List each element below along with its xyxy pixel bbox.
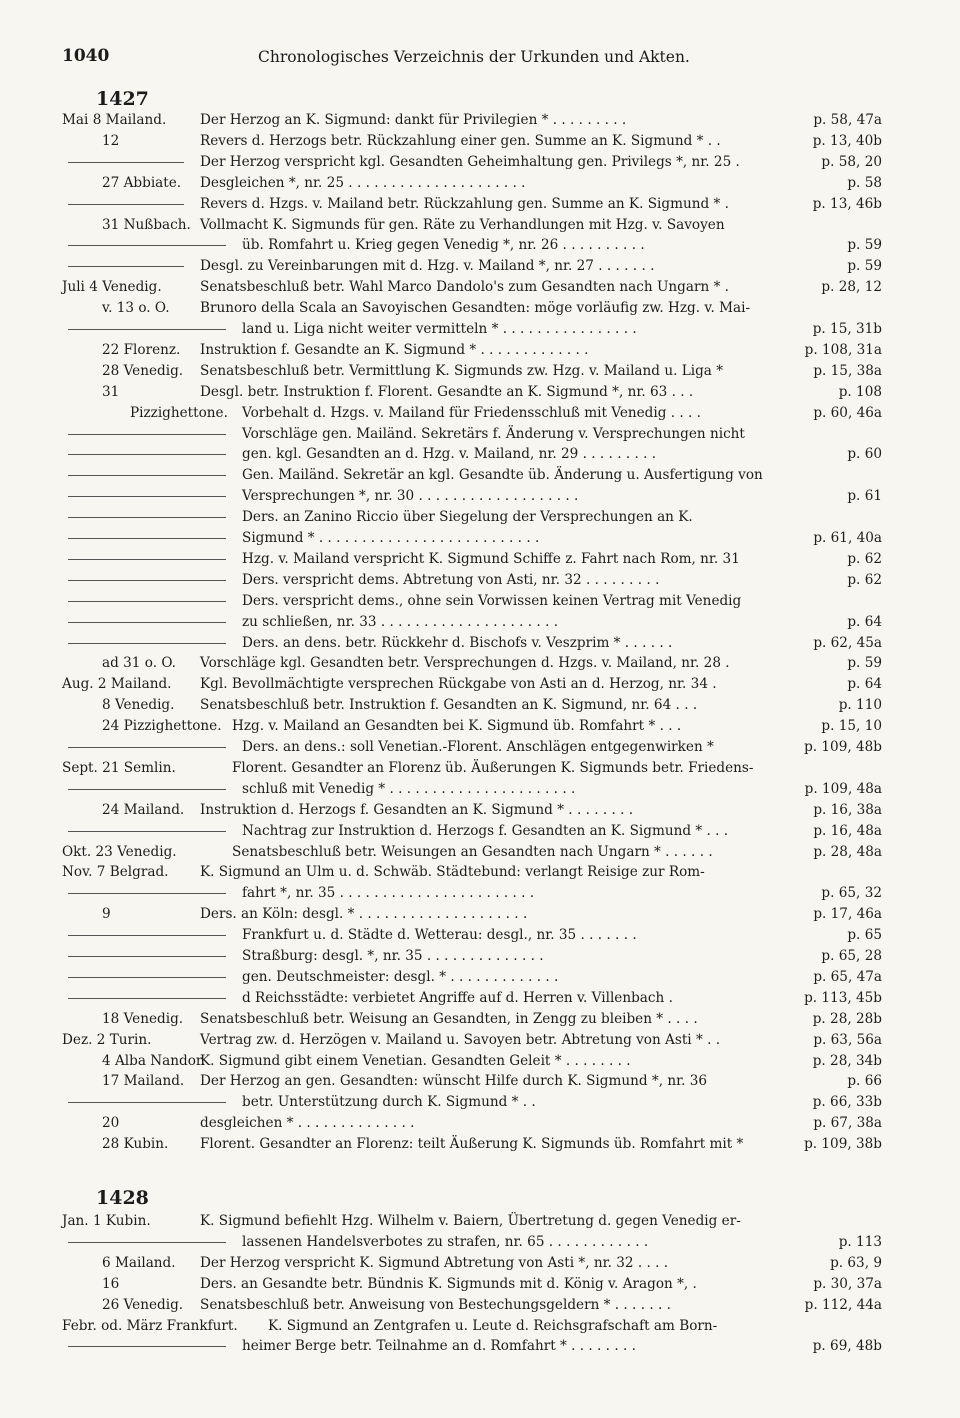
- entry-line: [62, 173, 882, 195]
- entry-date: 17 Mailand.: [102, 1073, 185, 1090]
- entry-page-ref: p. 65, 28: [821, 948, 882, 964]
- entry-page-ref: p. 59: [847, 237, 882, 254]
- entry-page-ref: p. 67, 38a: [813, 1115, 882, 1132]
- entry-page-ref: p. 58, 47a: [813, 112, 882, 128]
- entry-text: Senatsbeschluß betr. Vermittlung K. Sigmunds zw. Hzg. v. Mailand u. Liga *: [200, 362, 724, 379]
- entry-line: [62, 612, 882, 634]
- entry-line: [62, 424, 882, 446]
- entry-line: [62, 110, 882, 132]
- entry-line: [62, 925, 882, 947]
- entry-text: Florent. Gesandter an Florenz: teilt Äußerung K. Sigmunds üb. Romfahrt mit *: [200, 1136, 744, 1153]
- ditto-rule: [68, 747, 226, 748]
- entry-line: [62, 507, 882, 529]
- ditto-rule: [68, 245, 226, 246]
- page-number: 1040: [62, 46, 110, 66]
- entry-date: 12: [102, 132, 120, 149]
- entry-page-ref: p. 62: [847, 571, 882, 588]
- entry-text: Desgl. betr. Instruktion f. Florent. Gesandte an K. Sigmund *, nr. 63 . . .: [200, 383, 694, 400]
- entry-page-ref: p. 15, 38a: [813, 362, 882, 379]
- entry-line: [62, 1113, 882, 1135]
- entry-page-ref: p. 28, 34b: [812, 1052, 882, 1069]
- entry-page-ref: p. 62: [847, 550, 882, 567]
- entry-page-ref: p. 66, 33b: [812, 1094, 882, 1111]
- page-header: [0, 46, 960, 72]
- ditto-rule: [68, 893, 226, 894]
- entry-line: [62, 591, 882, 613]
- entry-page-ref: p. 108, 31a: [804, 341, 882, 358]
- entry-line: [62, 737, 882, 759]
- entry-page-ref: p. 109, 38b: [804, 1136, 882, 1153]
- entry-text: desgleichen * . . . . . . . . . . . . . .: [200, 1115, 415, 1132]
- entry-date: 9: [102, 906, 111, 923]
- ditto-rule: [68, 622, 226, 623]
- entry-date: 18 Venedig.: [102, 1010, 184, 1027]
- entry-page-ref: p. 30, 37a: [813, 1275, 882, 1292]
- ditto-rule: [68, 998, 226, 999]
- entry-line: [62, 235, 882, 257]
- entry-text: Vollmacht K. Sigmunds für gen. Räte zu Verhandlungen mit Hzg. v. Savoyen: [200, 216, 725, 233]
- entry-text: Senatsbeschluß betr. Anweisung von Bestechungsgeldern * . . . . . . .: [200, 1296, 671, 1313]
- ditto-rule: [68, 559, 226, 560]
- entry-text: Senatsbeschluß betr. Wahl Marco Dandolo's zum Gesandten nach Ungarn * .: [200, 279, 730, 296]
- entry-date: 4 Alba Nandor.: [102, 1052, 206, 1069]
- entry-page-ref: p. 108: [838, 383, 882, 400]
- entry-line: [62, 549, 882, 571]
- ditto-rule: [68, 475, 226, 476]
- entry-text: Gen. Mailänd. Sekretär an kgl. Gesandte üb. Änderung u. Ausfertigung von: [242, 467, 763, 484]
- entry-line: [62, 862, 882, 884]
- entry-date: Aug. 2 Mailand.: [62, 676, 172, 693]
- ditto-rule: [68, 434, 226, 435]
- ditto-rule: [68, 204, 184, 205]
- entry-line: [62, 1253, 882, 1275]
- entry-text: schluß mit Venedig * . . . . . . . . . . . . . . . . . . . . . .: [242, 780, 576, 797]
- entry-line: [62, 465, 882, 487]
- entry-text: gen. kgl. Gesandten an d. Hzg. v. Mailand, nr. 29 . . . . . . . . .: [242, 446, 657, 463]
- entry-line: [62, 674, 882, 696]
- ditto-rule: [68, 601, 226, 602]
- entry-page-ref: p. 61, 40a: [813, 530, 882, 546]
- entry-page-ref: p. 109, 48a: [804, 780, 882, 797]
- entry-date: 22 Florenz.: [102, 341, 181, 358]
- entry-page-ref: p. 15, 10: [821, 718, 882, 735]
- entry-line: [62, 633, 882, 655]
- entry-page-ref: p. 61: [847, 488, 882, 505]
- entry-page-ref: p. 66: [847, 1073, 882, 1090]
- entry-date: Pizzighettone.: [130, 404, 228, 421]
- entry-line: [62, 152, 882, 174]
- entry-text: d Reichsstädte: verbietet Angriffe auf d. Herren v. Villenbach .: [242, 989, 673, 1006]
- entry-page-ref: p. 58, 20: [821, 153, 882, 170]
- entry-text: Brunoro della Scala an Savoyischen Gesandten: möge vorläufig zw. Hzg. v. Mai-: [200, 300, 751, 317]
- entry-page-ref: p. 113: [838, 1233, 882, 1250]
- entry-date: 31 Nußbach.: [102, 216, 191, 233]
- entry-date: 28 Venedig.: [102, 362, 184, 379]
- entry-line: [62, 758, 882, 780]
- entry-text: betr. Unterstützung durch K. Sigmund * . .: [242, 1094, 536, 1111]
- entry-text: Nachtrag zur Instruktion d. Herzogs f. Gesandten an K. Sigmund * . . .: [242, 822, 729, 839]
- entry-text: Ders. an dens. betr. Rückkehr d. Bischofs v. Veszprim * . . . . . .: [242, 634, 673, 651]
- ditto-rule: [68, 266, 184, 267]
- entry-line: [62, 1295, 882, 1317]
- entry-page-ref: p. 59: [847, 655, 882, 672]
- entry-date: 28 Kubin.: [102, 1136, 169, 1153]
- entry-text: lassenen Handelsverbotes zu strafen, nr. 65 . . . . . . . . . . . .: [242, 1233, 649, 1250]
- entry-text: Ders. verspricht dems., ohne sein Vorwissen keinen Vertrag mit Venedig: [242, 592, 742, 609]
- entry-date: Nov. 7 Belgrad.: [62, 864, 169, 881]
- entry-text: Frankfurt u. d. Städte d. Wetterau: desgl., nr. 35 . . . . . . .: [242, 927, 637, 944]
- entry-line: [62, 1009, 882, 1031]
- entry-text: Der Herzog verspricht K. Sigmund Abtretung von Asti *, nr. 32 . . . .: [200, 1254, 669, 1271]
- entry-date: Jan. 1 Kubin.: [62, 1213, 151, 1229]
- entry-line: [62, 842, 882, 864]
- entry-line: [62, 1336, 882, 1358]
- entry-line: [62, 779, 882, 801]
- entry-text: Sigmund * . . . . . . . . . . . . . . . . . . . . . . . . . .: [242, 530, 540, 546]
- ditto-rule: [68, 496, 226, 497]
- entry-line: [62, 1134, 882, 1156]
- entry-page-ref: p. 13, 40b: [812, 132, 882, 149]
- entry-line: [62, 653, 882, 675]
- entry-line: [62, 382, 882, 404]
- entry-date: Dez. 2 Turin.: [62, 1031, 152, 1048]
- entry-line: [62, 1232, 882, 1254]
- ditto-rule: [68, 454, 226, 455]
- entry-text: Vorschläge gen. Mailänd. Sekretärs f. Änderung v. Versprechungen nicht: [242, 425, 745, 442]
- entry-line: [62, 319, 882, 341]
- entry-page-ref: p. 64: [847, 676, 882, 693]
- entry-date: 26 Venedig.: [102, 1296, 184, 1313]
- entry-line: [62, 1316, 882, 1338]
- entry-page-ref: p. 62, 45a: [813, 634, 882, 651]
- entry-page-ref: p. 112, 44a: [804, 1296, 882, 1313]
- entry-line: [62, 194, 882, 216]
- entry-text: K. Sigmund an Ulm u. d. Schwäb. Städtebund: verlangt Reisige zur Rom-: [200, 864, 705, 881]
- ditto-rule: [68, 956, 226, 957]
- entry-page-ref: p. 60, 46a: [813, 404, 882, 421]
- entry-date: v. 13 o. O.: [102, 300, 170, 317]
- entry-text: Revers d. Hzgs. v. Mailand betr. Rückzahlung gen. Summe an K. Sigmund * .: [200, 195, 729, 212]
- ditto-rule: [68, 517, 226, 518]
- running-head: Chronologisches Verzeichnis der Urkunden und Akten.: [258, 48, 690, 66]
- entry-date: 24 Mailand.: [102, 801, 185, 818]
- entry-text: Senatsbeschluß betr. Instruktion f. Gesandten an K. Sigmund, nr. 64 . . .: [200, 697, 698, 714]
- entry-date: Okt. 23 Venedig.: [62, 843, 177, 860]
- entry-line: [62, 256, 882, 278]
- entry-line: [62, 570, 882, 592]
- ditto-rule: [68, 580, 226, 581]
- entry-date: Mai 8 Mailand.: [62, 112, 167, 128]
- entry-page-ref: p. 16, 38a: [813, 801, 882, 818]
- entry-date: Sept. 21 Semlin.: [62, 759, 176, 776]
- entry-text: Hzg. v. Mailand verspricht K. Sigmund Schiffe z. Fahrt nach Rom, nr. 31: [242, 550, 740, 567]
- entry-date: 20: [102, 1115, 120, 1132]
- entry-line: [62, 528, 882, 550]
- entry-page-ref: p. 15, 31b: [812, 321, 882, 337]
- entry-date: Juli 4 Venedig.: [62, 279, 162, 296]
- entry-line: [62, 1030, 882, 1052]
- entry-date: 24 Pizzighettone.: [102, 718, 222, 735]
- entry-text: Ders. an Zanino Riccio über Siegelung der Versprechungen an K.: [242, 509, 693, 526]
- entry-text: Straßburg: desgl. *, nr. 35 . . . . . . . . . . . . . .: [242, 948, 544, 964]
- entry-page-ref: p. 59: [847, 258, 882, 275]
- entry-page-ref: p. 65, 32: [821, 885, 882, 902]
- ditto-rule: [68, 1346, 226, 1347]
- entry-page-ref: p. 65: [847, 927, 882, 944]
- entry-line: [62, 988, 882, 1010]
- entry-page-ref: p. 17, 46a: [813, 906, 882, 923]
- entry-text: Vorschläge kgl. Gesandten betr. Versprechungen d. Hzgs. v. Mailand, nr. 28 .: [200, 655, 730, 672]
- entry-line: [62, 1051, 882, 1073]
- entry-line: [62, 1211, 882, 1233]
- entry-text: Ders. an Gesandte betr. Bündnis K. Sigmunds mit d. König v. Aragon *, .: [200, 1275, 697, 1292]
- entry-line: [62, 1092, 882, 1114]
- ditto-rule: [68, 538, 226, 539]
- ditto-rule: [68, 1102, 226, 1103]
- entry-line: [62, 340, 882, 362]
- entry-page-ref: p. 60: [847, 446, 882, 463]
- entry-date: 8 Venedig.: [102, 697, 175, 714]
- ditto-rule: [68, 977, 226, 978]
- entry-page-ref: p. 63, 56a: [813, 1031, 882, 1048]
- entry-page-ref: p. 110: [838, 697, 882, 714]
- entry-line: [62, 1274, 882, 1296]
- entry-text: Der Herzog an gen. Gesandten: wünscht Hilfe durch K. Sigmund *, nr. 36: [200, 1073, 708, 1090]
- entry-date: 16: [102, 1275, 120, 1292]
- entry-page-ref: p. 13, 46b: [812, 195, 882, 212]
- year-heading: 1427: [96, 88, 149, 110]
- entry-page-ref: p. 16, 48a: [813, 822, 882, 839]
- ditto-rule: [68, 789, 226, 790]
- entry-line: [62, 1071, 882, 1093]
- entry-page-ref: p. 63, 9: [830, 1254, 882, 1271]
- entry-page-ref: p. 113, 45b: [804, 989, 882, 1006]
- entry-text: heimer Berge betr. Teilnahme an d. Romfahrt * . . . . . . . .: [242, 1338, 636, 1355]
- entry-text: Der Herzog verspricht kgl. Gesandten Geheimhaltung gen. Privilegs *, nr. 25 .: [200, 153, 740, 170]
- entry-text: üb. Romfahrt u. Krieg gegen Venedig *, nr. 26 . . . . . . . . . .: [242, 237, 645, 254]
- entry-text: K. Sigmund an Zentgrafen u. Leute d. Reichsgrafschaft am Born-: [268, 1317, 718, 1334]
- ditto-rule: [68, 935, 226, 936]
- entry-text: fahrt *, nr. 35 . . . . . . . . . . . . . . . . . . . . . . .: [242, 885, 535, 902]
- year-heading: 1428: [96, 1187, 149, 1209]
- entry-line: [62, 361, 882, 383]
- entry-line: [62, 967, 882, 989]
- entry-text: Vorbehalt d. Hzgs. v. Mailand für Friedensschluß mit Venedig . . . .: [242, 404, 701, 421]
- entry-date: ad 31 o. O.: [102, 655, 177, 672]
- entry-line: [62, 800, 882, 822]
- entry-date: 6 Mailand.: [102, 1254, 176, 1271]
- entry-text: Senatsbeschluß betr. Weisungen an Gesandten nach Ungarn * . . . . . .: [232, 843, 713, 860]
- ditto-rule: [68, 329, 226, 330]
- entry-text: Instruktion f. Gesandte an K. Sigmund * . . . . . . . . . . . . .: [200, 341, 589, 358]
- entry-text: K. Sigmund gibt einem Venetian. Gesandten Geleit * . . . . . . . .: [200, 1052, 631, 1069]
- entry-text: Vertrag zw. d. Herzögen v. Mailand u. Savoyen betr. Abtretung von Asti * . .: [200, 1031, 721, 1048]
- ditto-rule: [68, 162, 184, 163]
- entry-line: [62, 277, 882, 299]
- entry-text: Ders. an dens.: soll Venetian.-Florent. Anschlägen entgegenwirken *: [242, 739, 714, 755]
- entry-page-ref: p. 65, 47a: [813, 968, 882, 985]
- ditto-rule: [68, 643, 226, 644]
- entry-text: Florent. Gesandter an Florenz üb. Äußerungen K. Sigmunds betr. Friedens-: [232, 759, 754, 776]
- entry-page-ref: p. 28, 48a: [813, 843, 882, 860]
- entry-text: Hzg. v. Mailand an Gesandten bei K. Sigmund üb. Romfahrt * . . .: [232, 718, 682, 735]
- entry-text: Ders. an Köln: desgl. * . . . . . . . . . . . . . . . . . . . .: [200, 906, 528, 923]
- entry-line: [62, 131, 882, 153]
- entry-page-ref: p. 58: [847, 174, 882, 191]
- entry-page-ref: p. 64: [847, 613, 882, 630]
- ditto-rule: [68, 831, 226, 832]
- entry-line: [62, 716, 882, 738]
- entry-text: land u. Liga nicht weiter vermitteln * . . . . . . . . . . . . . . . .: [242, 321, 637, 337]
- entry-page-ref: p. 109, 48b: [804, 739, 882, 755]
- entry-text: Kgl. Bevollmächtigte versprechen Rückgabe von Asti an d. Herzog, nr. 34 .: [200, 676, 717, 693]
- entry-text: zu schließen, nr. 33 . . . . . . . . . . . . . . . . . . . . .: [242, 613, 559, 630]
- entry-line: [62, 904, 882, 926]
- entry-text: K. Sigmund befiehlt Hzg. Wilhelm v. Baiern, Übertretung d. gegen Venedig er-: [200, 1213, 741, 1229]
- entry-text: Der Herzog an K. Sigmund: dankt für Privilegien * . . . . . . . . .: [200, 112, 627, 128]
- entry-page-ref: p. 28, 12: [821, 279, 882, 296]
- entry-text: gen. Deutschmeister: desgl. * . . . . . . . . . . . . .: [242, 968, 559, 985]
- entry-line: [62, 821, 882, 843]
- entry-text: Revers d. Herzogs betr. Rückzahlung einer gen. Summe an K. Sigmund * . .: [200, 132, 721, 149]
- entry-text: Senatsbeschluß betr. Weisung an Gesandten, in Zengg zu bleiben * . . . .: [200, 1010, 698, 1027]
- entry-text: Versprechungen *, nr. 30 . . . . . . . . . . . . . . . . . . .: [242, 488, 579, 505]
- entry-text: Desgleichen *, nr. 25 . . . . . . . . . . . . . . . . . . . . .: [200, 174, 526, 191]
- entry-line: [62, 486, 882, 508]
- entry-date: Febr. od. März Frankfurt.: [62, 1317, 238, 1334]
- entry-line: [62, 444, 882, 466]
- entry-text: Ders. verspricht dems. Abtretung von Asti, nr. 32 . . . . . . . . .: [242, 571, 660, 588]
- entry-page-ref: p. 28, 28b: [812, 1010, 882, 1027]
- entry-line: [62, 946, 882, 968]
- entry-text: Desgl. zu Vereinbarungen mit d. Hzg. v. Mailand *, nr. 27 . . . . . . .: [200, 258, 655, 275]
- ditto-rule: [68, 1242, 226, 1243]
- entry-line: [62, 298, 882, 320]
- entry-date: 31: [102, 383, 120, 400]
- entry-page-ref: p. 69, 48b: [812, 1338, 882, 1355]
- entry-line: [62, 883, 882, 905]
- entry-line: [62, 403, 882, 425]
- entry-text: Instruktion d. Herzogs f. Gesandten an K. Sigmund * . . . . . . . .: [200, 801, 634, 818]
- entry-line: [62, 695, 882, 717]
- entry-date: 27 Abbiate.: [102, 174, 182, 191]
- entry-line: [62, 215, 882, 237]
